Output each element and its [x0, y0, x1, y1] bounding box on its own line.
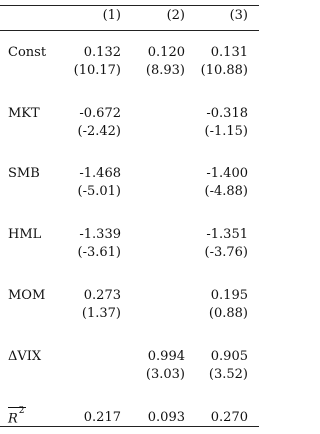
column-header-2: (2) — [166, 8, 185, 23]
adj-r2-3: 0.270 — [210, 410, 248, 425]
const-tstat-1: (10.17) — [73, 63, 121, 78]
row-label-adj-r2 — [8, 407, 25, 427]
dvix-tstat-2: (3.03) — [145, 367, 185, 382]
smb-coef-3: -1.400 — [206, 166, 248, 181]
const-tstat-2: (8.93) — [145, 63, 185, 78]
hml-coef-3: -1.351 — [206, 227, 248, 242]
top-rule — [0, 5, 259, 6]
row-label-hml: HML — [8, 227, 42, 242]
mkt-coef-1: -0.672 — [79, 106, 121, 121]
const-coef-2: 0.120 — [147, 45, 185, 60]
row-label-mkt: MKT — [8, 106, 40, 121]
dvix-tstat-3: (3.52) — [208, 367, 248, 382]
smb-tstat-3: (-4.88) — [204, 184, 248, 199]
column-header-3: (3) — [229, 8, 248, 23]
hml-tstat-3: (-3.76) — [204, 245, 248, 260]
const-tstat-3: (10.88) — [200, 63, 248, 78]
adj-r2-2: 0.093 — [147, 410, 185, 425]
bottom-rule — [0, 426, 259, 427]
mkt-coef-3: -0.318 — [206, 106, 248, 121]
mkt-tstat-3: (-1.15) — [204, 124, 248, 139]
header-rule — [0, 30, 259, 31]
row-label-dvix: ΔVIX — [8, 349, 42, 364]
const-coef-3: 0.131 — [210, 45, 248, 60]
const-coef-1: 0.132 — [83, 45, 121, 60]
dvix-coef-2: 0.994 — [147, 349, 185, 364]
mom-tstat-3: (0.88) — [208, 306, 248, 321]
hml-tstat-1: (-3.61) — [77, 245, 121, 260]
row-label-smb: SMB — [8, 166, 40, 181]
hml-coef-1: -1.339 — [79, 227, 121, 242]
mom-tstat-1: (1.37) — [81, 306, 121, 321]
row-label-const: Const — [8, 45, 47, 60]
mom-coef-1: 0.273 — [83, 288, 121, 303]
row-label-mom: MOM — [8, 288, 46, 303]
smb-tstat-1: (-5.01) — [77, 184, 121, 199]
mom-coef-3: 0.195 — [210, 288, 248, 303]
dvix-coef-3: 0.905 — [210, 349, 248, 364]
smb-coef-1: -1.468 — [79, 166, 121, 181]
adj-r2-symbol: $R^2$ — [8, 406, 25, 427]
column-header-1: (1) — [102, 8, 121, 23]
mkt-tstat-1: (-2.42) — [77, 124, 121, 139]
adj-r2-1: 0.217 — [83, 410, 121, 425]
